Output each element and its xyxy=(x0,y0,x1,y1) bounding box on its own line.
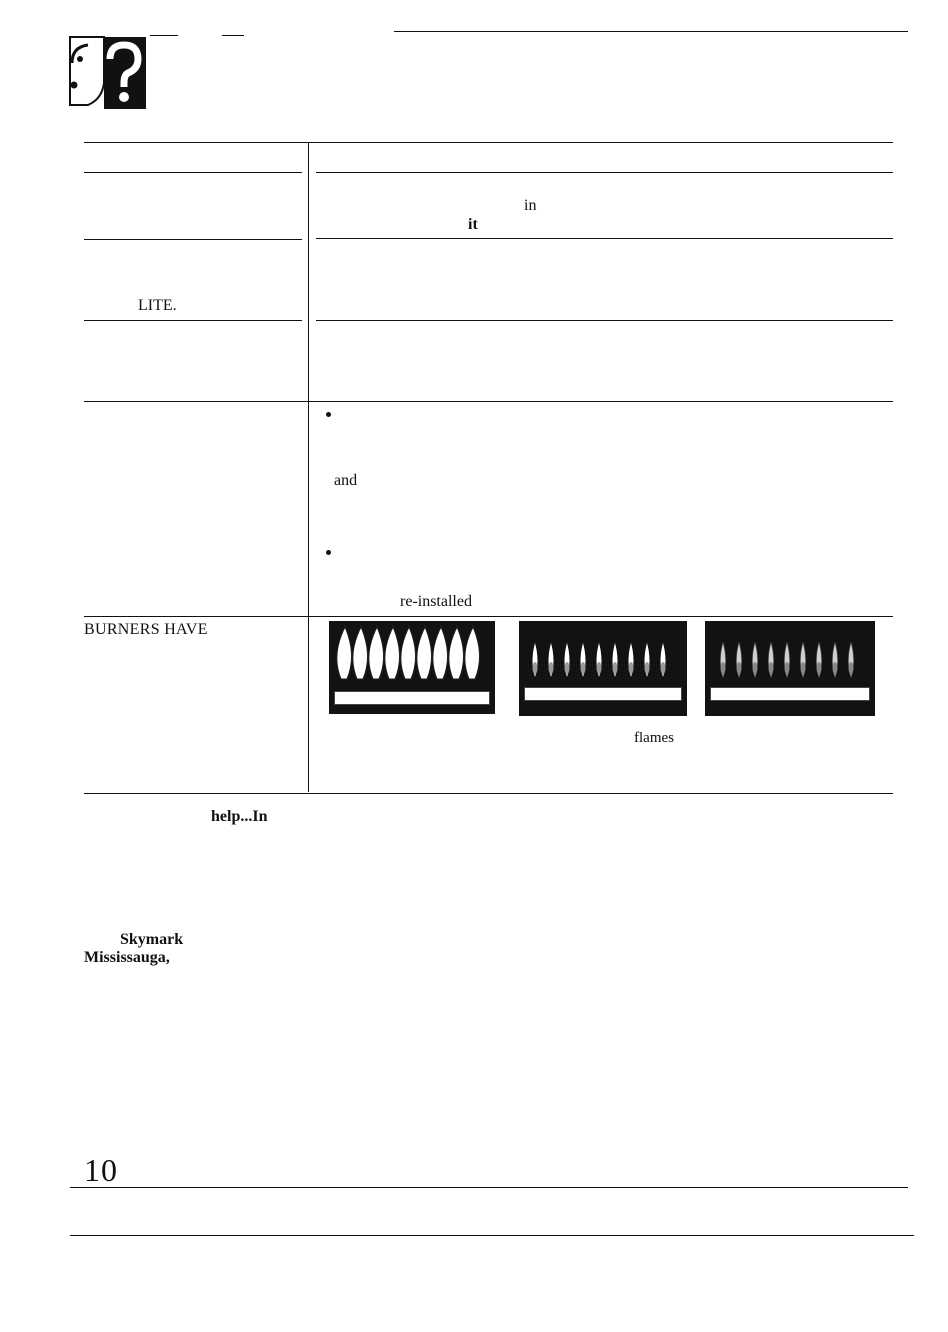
row5-problem-text: BURNERS HAVE xyxy=(84,621,208,638)
flame-illustration-yellow-tips xyxy=(519,621,687,716)
row2-problem-text: LITE. xyxy=(138,297,177,314)
row-rule-5 xyxy=(84,616,893,617)
bullet-1 xyxy=(326,412,331,417)
problem-rule-2 xyxy=(84,239,302,240)
row1-cause-word-2: it xyxy=(468,216,478,233)
flame-caption-word: flames xyxy=(634,730,674,746)
cause-rule-3 xyxy=(316,320,893,321)
flame-illustration-blue xyxy=(705,621,875,716)
row-rule-4 xyxy=(84,401,893,402)
page-number: 10 xyxy=(84,1152,118,1188)
cause-rule-2 xyxy=(316,238,893,239)
header-rule xyxy=(394,31,908,32)
header-rule-short xyxy=(150,35,178,36)
cause-rule-1 xyxy=(316,172,893,173)
question-face-icon xyxy=(68,33,146,109)
address-line-2: Mississauga, xyxy=(84,949,170,966)
table-top-rule xyxy=(84,142,893,143)
problem-rule-1 xyxy=(84,172,302,173)
page-footer-rule xyxy=(70,1235,914,1236)
flame-illustration-yellow xyxy=(329,621,495,714)
table-bottom-rule xyxy=(84,793,893,794)
help-text: help...In xyxy=(211,808,268,825)
header-rule-short-2 xyxy=(222,35,244,36)
row4-cause-word: and xyxy=(334,472,358,489)
bullet-2 xyxy=(326,550,331,555)
address-line-1: Skymark xyxy=(120,931,184,948)
row1-cause-word: in xyxy=(524,197,537,214)
row4-cause-word-2: re-installed xyxy=(400,593,472,610)
problem-rule-3 xyxy=(84,320,302,321)
table-column-divider xyxy=(308,142,309,792)
page-bottom-rule xyxy=(70,1187,908,1188)
